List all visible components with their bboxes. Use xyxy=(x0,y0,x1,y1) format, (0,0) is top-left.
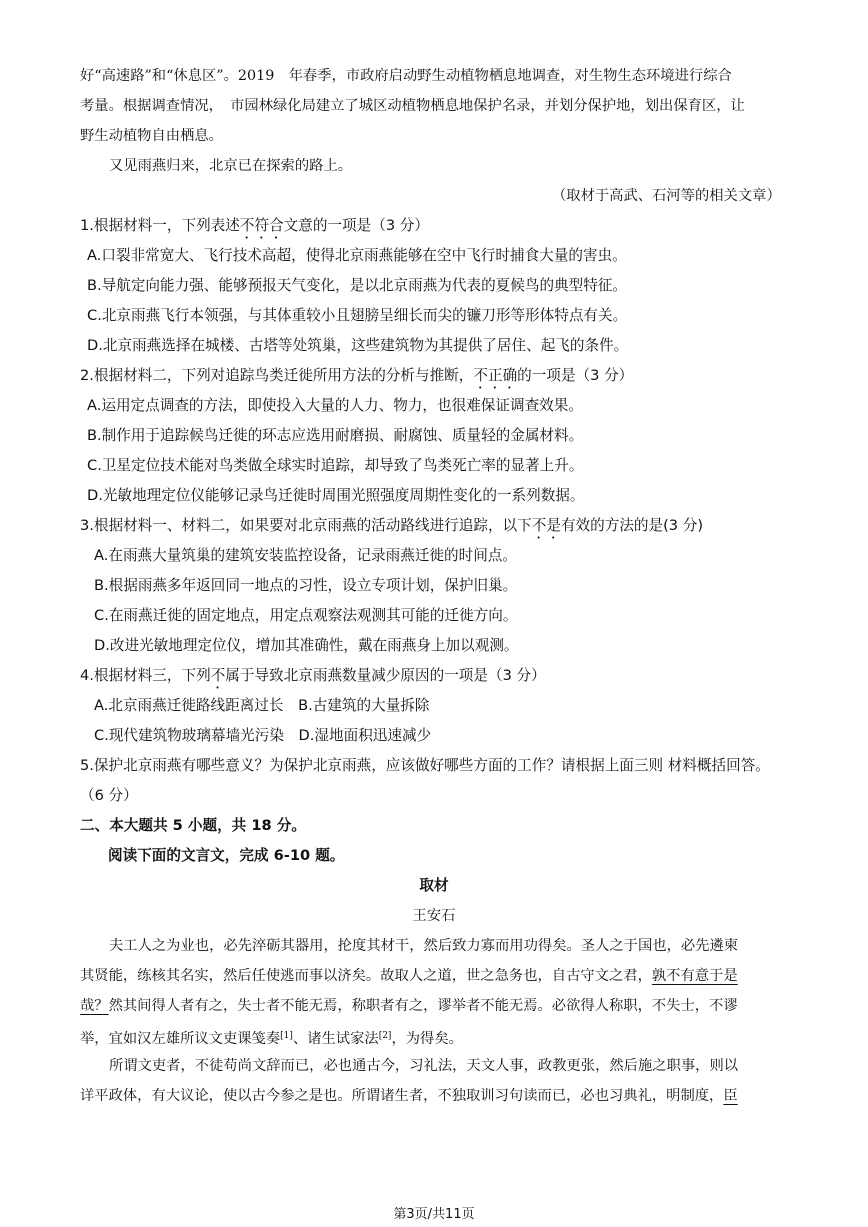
question-3-option-c: C.在雨燕迁徙的固定地点，用定点观察法观测其可能的迁徙方向。 xyxy=(94,607,518,624)
passage-title: 取材 xyxy=(419,877,449,894)
passage-author: 王安石 xyxy=(412,908,456,924)
passage-line: 其贤能，练核其名实，然后任使逃而事以济矣。故取人之道，世之急务也，自古守文之君，孰不有意于是 xyxy=(80,968,738,984)
question-3-option-a: A.在雨燕大量筑巢的建筑安装监控设备，记录雨燕迁徙的时间点。 xyxy=(94,547,517,564)
paragraph-line: 好“高速路”和“休息区”。2019 年春季，市政府启动野生动植物栖息地调查，对生物生态环境进行综合 xyxy=(80,68,732,84)
question-1-option-a: A.口裂非常宽大、飞行技术高超，使得北京雨燕能够在空中飞行时捕食大量的害虫。 xyxy=(87,247,627,264)
section-instruction: 阅读下面的文言文，完成 6-10 题。 xyxy=(108,847,345,864)
footnote-marker: [2] xyxy=(378,1031,392,1041)
question-3-stem: 3.根据材料一、材料二，如果要对北京雨燕的活动路线进行追踪，以下不是有效的方法的是(3 分) xyxy=(80,517,704,534)
question-2-option-c: C.卫星定位技术能对鸟类做全球实时追踪，却导致了鸟类死亡率的显著上升。 xyxy=(87,457,584,474)
passage-line: 详平政体，有大议论，使以古今参之是也。所谓诸生者，不独取训习句读而已，必也习典礼，明制度，臣 xyxy=(80,1088,738,1104)
question-2-option-a: A.运用定点调查的方法，即使投入大量的人力、物力，也很难保证调查效果。 xyxy=(87,397,583,414)
question-4-options-row: A.北京雨燕迁徙路线距离过长 B.古建筑的大量拆除 xyxy=(94,697,430,714)
question-2-option-d: D.光敏地理定位仪能够记录鸟迁徙时周围光照强度周期性变化的一系列数据。 xyxy=(87,487,585,504)
emphasis-text: 不符合 xyxy=(239,217,284,234)
paragraph-line: 又见雨燕归来，北京已在探索的路上。 xyxy=(109,158,353,174)
passage-line: 夫工人之为业也，必先淬砺其器用，抡度其材干，然后致力寡而用功得矣。圣人之于国也，必先遴柬 xyxy=(109,938,739,954)
question-1-stem: 1.根据材料一，下列表述不符合文意的一项是（3 分） xyxy=(80,217,429,234)
page-number: 第3页/共11页 xyxy=(393,1207,475,1222)
question-1-option-d: D.北京雨燕选择在城楼、古塔等处筑巢，这些建筑物为其提供了居住、起飞的条件。 xyxy=(87,337,629,354)
underlined-text: 哉？ xyxy=(80,998,109,1014)
emphasis-text: 不是 xyxy=(531,517,561,534)
question-5-stem: 5.保护北京雨燕有哪些意义？为保护北京雨燕，应该做好哪些方面的工作？请根据上面三则 材料概括回答。 xyxy=(80,757,770,774)
question-2-option-b: B.制作用于追踪候鸟迁徙的环志应选用耐磨损、耐腐蚀、质量轻的金属材料。 xyxy=(87,427,584,444)
question-4-stem: 4.根据材料三，下列不属于导致北京雨燕数量减少原因的一项是（3 分） xyxy=(80,667,546,684)
question-1-option-b: B.导航定向能力强、能够预报天气变化，是以北京雨燕为代表的夏候鸟的典型特征。 xyxy=(87,277,628,294)
question-2-stem: 2.根据材料二，下列对追踪鸟类迁徙所用方法的分析与推断，不正确的一项是（3 分） xyxy=(80,367,634,384)
underlined-text: 孰不有意于是 xyxy=(651,968,738,984)
emphasis-text: 不正确 xyxy=(473,367,518,384)
passage-line: 哉？然其间得人者有之，失士者不能无焉，称职者有之，谬举者不能无焉。必欲得人称职，不失士，不谬 xyxy=(80,998,738,1014)
paragraph-line: 考量。根据调查情况， 市园林绿化局建立了城区动植物栖息地保护名录，并划分保护地，划出保育区，让 xyxy=(80,98,745,114)
paragraph-line: 野生动植物自由栖息。 xyxy=(80,128,223,144)
question-5-score: （6 分） xyxy=(80,787,138,804)
underlined-text: 臣 xyxy=(723,1088,738,1104)
footnote-marker: [1] xyxy=(280,1031,293,1041)
section-heading: 二、本大题共 5 小题，共 18 分。 xyxy=(80,817,306,834)
question-3-option-d: D.改进光敏地理定位仪，增加其准确性，戴在雨燕身上加以观测。 xyxy=(94,637,519,654)
question-3-option-b: B.根据雨燕多年返回同一地点的习性，设立专项计划，保护旧巢。 xyxy=(94,577,518,594)
emphasis-text: 不 xyxy=(210,667,226,684)
question-4-options-row: C.现代建筑物玻璃幕墙光污染 D.湿地面积迅速减少 xyxy=(94,727,432,744)
passage-line: 举，宜如汉左雄所议文吏课笺奏[1]、诸生试家法[2]，为得矣。 xyxy=(80,1031,463,1047)
source-citation: （取材于高武、石河等的相关文章） xyxy=(552,188,781,204)
question-1-option-c: C.北京雨燕飞行本领强，与其体重较小且翅膀呈细长而尖的镰刀形等形体特点有关。 xyxy=(87,307,628,324)
passage-line: 所谓文吏者，不徒苟尚文辞而已，必也通古今，习礼法，天文人事，政教更张，然后施之职事，则以 xyxy=(109,1058,739,1074)
